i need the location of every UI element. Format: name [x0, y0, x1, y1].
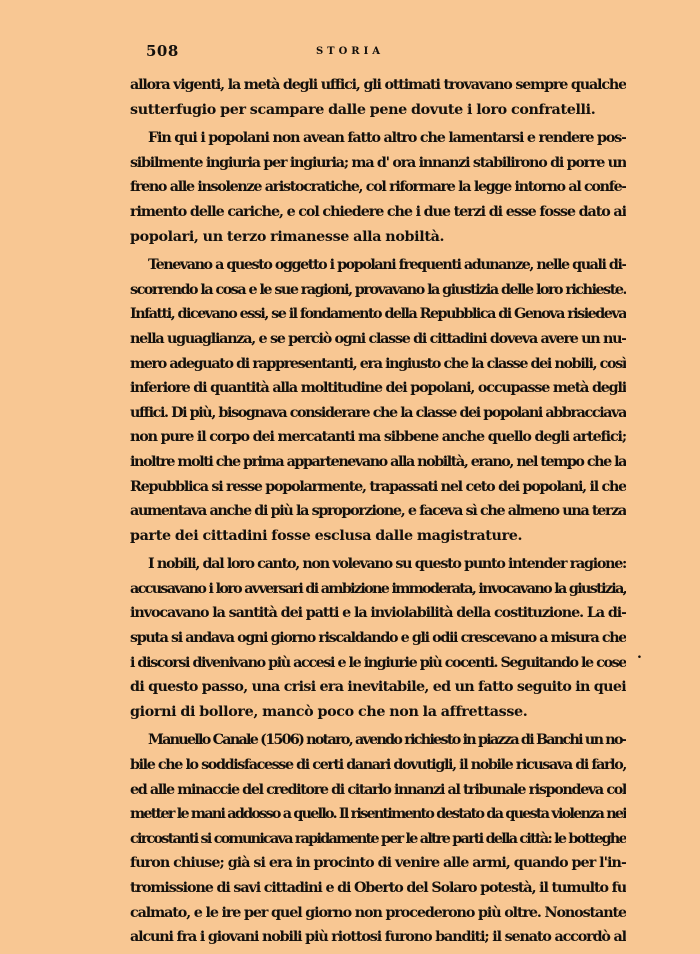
text-line: circostanti si comunicava rapidamente per le altre parti della città: le botteghe: [130, 830, 626, 847]
text-line: giorni di bollore, mancò poco che non la affrettasse.: [130, 703, 528, 720]
text-line: freno alle insolenze aristocratiche, col riformare la legge intorno al confe-: [130, 179, 626, 196]
text-line: sibilmente ingiuria per ingiuria; ma d' ora innanzi stabilirono di porre un: [130, 154, 626, 171]
text-line: non pure il corpo dei mercatanti ma sibbene anche quello degli artefici;: [130, 429, 626, 446]
text-line: accusavano i loro avversari di ambizione immoderata, invocavano la giustizia,: [130, 580, 626, 597]
text-line: sputa si andava ogni giorno riscaldando e gli odii crescevano a misura che: [130, 630, 626, 647]
text-line: parte dei cittadini fosse esclusa dalle magistrature.: [130, 527, 523, 544]
text-line: mero adeguato di rappresentanti, era ingiusto che la classe dei nobili, così: [130, 355, 626, 372]
text-line: uffici. Di più, bisognava considerare che la classe dei popolani abbracciava: [130, 404, 626, 421]
text-line: inferiore di quantità alla moltitudine dei popolani, occupasse metà degli: [130, 380, 626, 397]
text-line: metter le mani addosso a quello. Il risentimento destato da questa violenza nei: [130, 806, 626, 823]
paragraph: [130, 728, 626, 949]
text-line: bile che lo soddisfacesse di certi danari dovutigli, il nobile ricusava di farlo,: [130, 757, 626, 774]
text-line: nella uguaglianza, e se perciò ogni classe di cittadini doveva avere un nu-: [130, 330, 626, 347]
paragraph: [130, 552, 626, 724]
text-line: sutterfugio per scampare dalle pene dovute i loro confratelli.: [130, 101, 596, 118]
text-line: calmato, e le ire per quel giorno non procederono più oltre. Nonostante: [130, 904, 626, 921]
margin-mark: .: [637, 646, 642, 662]
paragraph: [130, 253, 626, 548]
text-line: Tenevano a questo oggetto i popolani frequenti adunanze, nelle quali di-: [148, 257, 626, 274]
text-line: I nobili, dal loro canto, non volevano su questo punto intender ragione:: [148, 556, 626, 573]
text-line: popolari, un terzo rimanesse alla nobiltà.: [130, 228, 445, 245]
text-line: ed alle minaccie del creditore di citarlo innanzi al tribunale rispondeva col: [130, 781, 626, 798]
text-line: tromissione di savi cittadini e di Oberto del Solaro potestà, il tumulto fu: [130, 880, 626, 896]
text-line: i discorsi divenivano più accesi e le ingiurie più cocenti. Seguitando le cose: [130, 654, 626, 671]
paragraph: [130, 73, 626, 122]
page-number: 508: [146, 42, 179, 60]
running-head: [0, 42, 700, 66]
text-line: Repubblica si resse popolarmente, trapassati nel ceto dei popolani, il che: [130, 478, 626, 495]
text-line: Fin qui i popolani non avean fatto altro che lamentarsi e rendere pos-: [148, 130, 626, 147]
text-line: Manuello Canale (1506) notaro, avendo richiesto in piazza di Banchi un no-: [148, 732, 626, 749]
text-line: rimento delle cariche, e col chiedere che i due terzi di esse fosse dato ai: [130, 203, 626, 220]
text-line: furon chiuse; già si era in procinto di venire alle armi, quando per l'in-: [130, 855, 626, 872]
text-line: aumentava anche di più la sproporzione, e faceva sì che almeno una terza: [130, 503, 626, 520]
text-line: invocavano la santità dei patti e la inviolabilità della costituzione. La di-: [130, 605, 626, 622]
text-line: di questo passo, una crisi era inevitabile, ed un fatto seguito in quei: [130, 679, 626, 696]
body-text: [130, 73, 626, 954]
text-line: allora vigenti, la metà degli uffici, gli ottimati trovavano sempre qualche: [130, 77, 626, 93]
running-title: STORIA: [315, 46, 385, 57]
text-line: Infatti, dicevano essi, se il fondamento della Repubblica di Genova risiedeva: [130, 306, 626, 323]
text-line: inoltre molti che prima appartenevano alla nobiltà, erano, nel tempo che la: [130, 453, 626, 470]
text-line: scorrendo la cosa e le sue ragioni, provavano la giustizia delle loro richieste.: [130, 281, 626, 298]
text-line: alcuni fra i giovani nobili più riottosi furono banditi; il senato accordò al: [130, 929, 626, 946]
paragraph: [130, 126, 626, 249]
